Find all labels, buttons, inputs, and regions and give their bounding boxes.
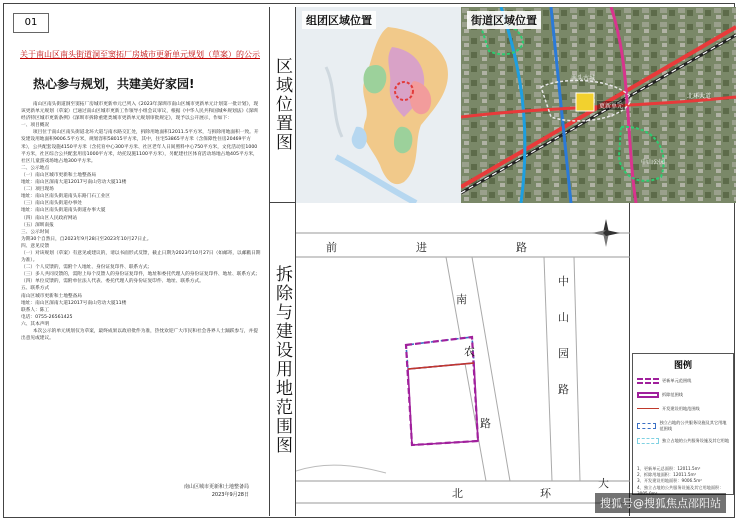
north-arrow-icon <box>592 219 620 247</box>
road-label-nanyi-2: 农 <box>464 345 475 358</box>
notice-title: 关于南山区南头街道洞至窦拓厂房城市更新单元规划（草案）的公示 <box>20 50 260 59</box>
legend-item-public <box>637 420 729 432</box>
road-label-zhongshan-1: 中 <box>558 275 569 288</box>
legend-swatch-demolition <box>637 392 659 398</box>
street-label-zhongshan: 中山公园 <box>641 159 666 166</box>
road-label-beihuan-3: 大 <box>598 477 609 490</box>
street-label-site: 更新单元 <box>599 103 624 110</box>
road-label-qianjin-2: 进 <box>416 241 427 254</box>
legend-swatch-public-land <box>637 438 659 444</box>
road-label-qianjin-3: 路 <box>516 241 527 254</box>
legend-item-unit <box>637 378 691 384</box>
road-label-nanyi-1: 南 <box>456 293 467 306</box>
legend-label-unit: 更新单元范围线 <box>662 378 692 383</box>
legend-title: 图例 <box>673 361 692 371</box>
notice-signature <box>184 483 249 499</box>
site-plan <box>296 203 630 516</box>
street-label-road: 北环大道 <box>687 93 712 100</box>
road-label-beihuan-1: 北 <box>452 487 463 500</box>
notice-body: 南山区南头街道洞至窦拓厂房城市更新单元已列入《2023年深圳市南山区城市更新单元计划第一批计划》，现该更新单元规划（草案）已通过南山区城市更新工作领导小组会议审议，根据《中华人民共和国城乡规划法》《深圳经济特区城市更新条例》《深圳市拆除重建类城市更新单元规划审批规定》，现予以公开展示，作如下： 一、项目概况 项目位于南山区南头街道北环大道与南水路交汇处，拆除用地面积12011.5平方米，与拆除用地面积一致。开发建设用地面积9006.5平方米，规划容积58015平方米，其中，住宅53865平方米（含保障性住房20469平方米），公共配套设施4150平方米（含托育中心300平方米、社区老年人日间照料中心750平方米，文化活动室1000平方米，社区综合公共配套用房1000平方米，幼托设施1100平方米），另配建社区体育活动场地占地405平方米，社区儿童游戏场地占地300平方米。 二、公示地点 （一）南山区城市更新和土地整备局 地址：南山区深南大道12017号南山劳动大厦11楼 （二）项目现场 地址：南山区南头街道南头东路门石工业区 （三）南山区南头街道办事处 地址：南山区南头街道南头街道办事大厦 （四）南山区人民政府网站 （五）深圳南报 三、公示时间 为期30个自然日，自2023年9月28日至2023年10月27日止。 四、意见反馈 （一）对该规划（草案）有意见或建议的，请以书面形式反馈，截止日期为2023年10月27日（如邮寄，以邮戳日期为准）。 （二）个人反馈的，需附个人地址、身份证复印件、联系方式； （三）多人共同反馈的，需附上每个反馈人的身份证复印件，地址和委托代理人的身份证复印件、地址、联系方式； （四）单位反馈的，需附单位法人代表、委托代理人的身份证复印件、地址、联系方式。 五、联系方式 南山区城市更新和土地整备局 地址：南山区深南大道12017号南山劳动大厦11楼 联系人：陈工 电话：0755-26561425 六、其本声明 本次公示的单元规划仅为草案，最终成果以政府批件为准，热忱欢迎广大市民和社会各界人士踊跃参与，并提出意见或建议。 <box>21 102 261 342</box>
legend-notes: 1、更新单元总面积：12011.5m² 2、拆除用地面积：12011.5m² 3、开发建设用地面积：9006.5m² 4、独立占地的公共服务设施及其它用地面积： <box>637 466 724 490</box>
legend-label-public: 独立占地的公共服务设施及其它用地范围线 <box>659 420 727 431</box>
notice-panel <box>7 7 270 516</box>
legend-item-demolition <box>637 392 683 398</box>
cluster-map-title: 组团区域位置 <box>302 11 376 29</box>
road-label-zhongshan-4: 路 <box>558 383 569 396</box>
street-label-park: 南头古城 <box>571 75 596 82</box>
caption-site-range <box>270 203 296 516</box>
legend-swatch-unit <box>637 378 659 384</box>
legend-item-develop <box>637 406 700 412</box>
road-label-zhongshan-3: 园 <box>558 347 569 360</box>
caption-site-range-text: 拆除与建设用地范围图 <box>272 264 292 455</box>
road-label-qianjin-1: 前 <box>326 241 337 254</box>
site-plan-graphic <box>296 203 630 516</box>
legend-swatch-develop <box>637 408 659 410</box>
legend-item-public-land <box>637 438 729 444</box>
road-label-nanyi-3: 路 <box>480 417 491 430</box>
signature-date: 2023年9月28日 <box>211 492 249 498</box>
legend-label-public-land: 独立占地的公共服务设施及其它用地 <box>662 438 730 443</box>
notice-sheet <box>3 3 735 518</box>
legend-swatch-public <box>637 423 656 429</box>
legend-label-demolition: 拆除范围线 <box>662 392 683 397</box>
legend-box <box>632 353 734 495</box>
notice-slogan: 热心参与规划，共建美好家园! <box>33 77 195 91</box>
street-map-title: 街道区域位置 <box>467 11 541 29</box>
road-label-beihuan-2: 环 <box>540 487 551 500</box>
watermark: 搜狐号@搜狐焦点邵阳站 <box>595 493 726 513</box>
street-location-map <box>461 7 736 203</box>
cluster-location-map <box>296 7 462 203</box>
legend-panel <box>630 203 736 516</box>
cluster-map-graphic <box>296 7 461 203</box>
signature-org: 南山区城市更新和土地整备局 <box>183 484 249 490</box>
road-label-zhongshan-2: 山 <box>558 311 569 324</box>
legend-label-develop: 开发建设用地范围线 <box>662 406 700 411</box>
caption-location-text: 区域位置图 <box>272 57 292 152</box>
caption-location <box>270 7 296 203</box>
page-number: 01 <box>13 13 49 33</box>
